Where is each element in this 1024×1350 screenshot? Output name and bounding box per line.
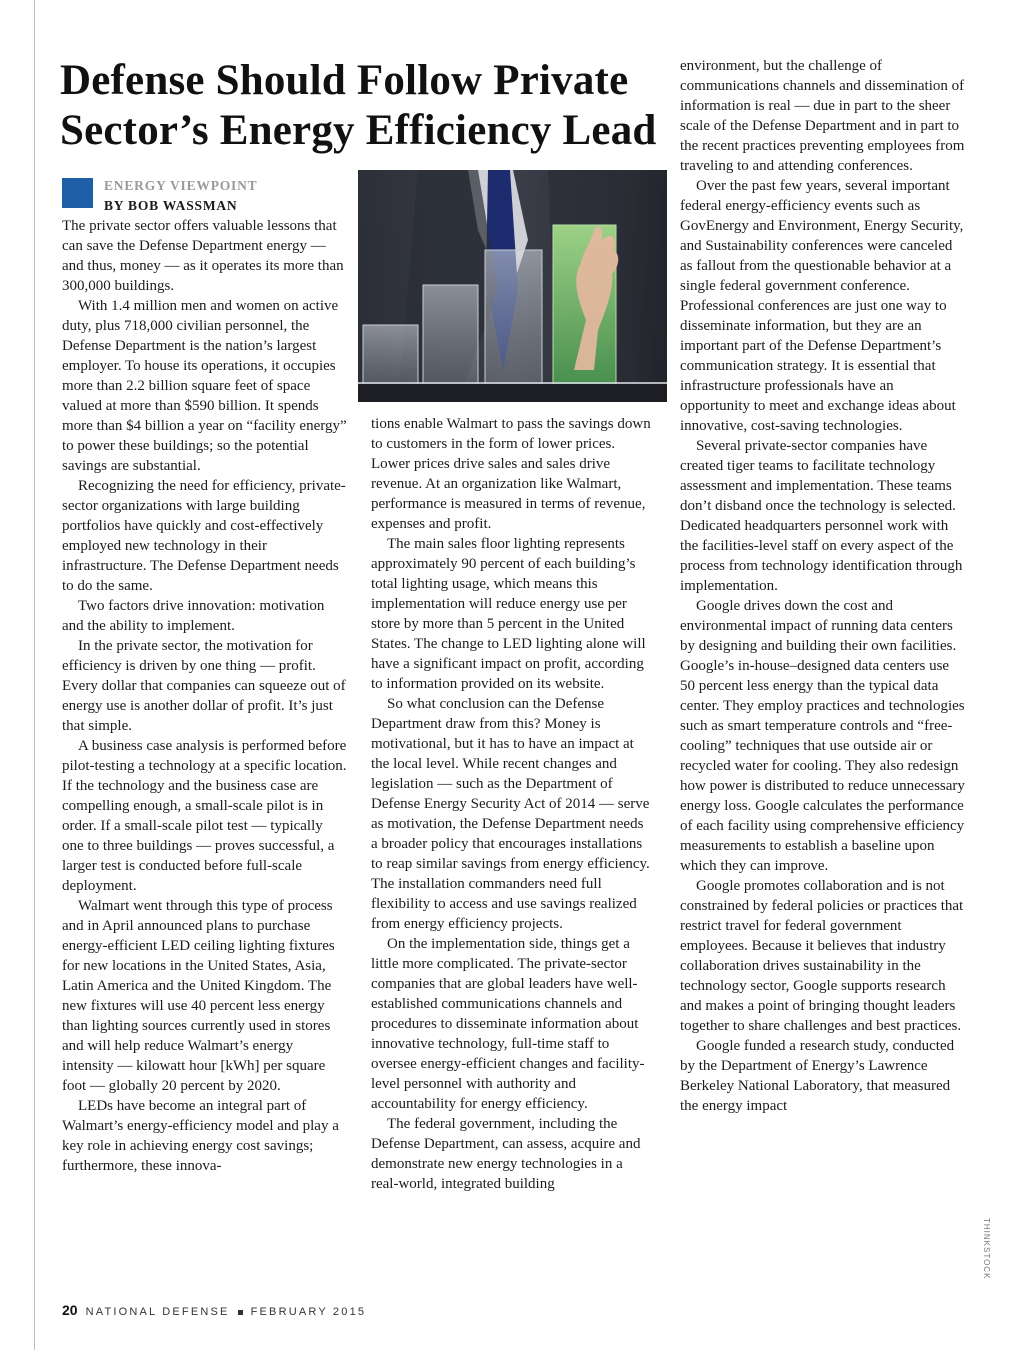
- headline-line-2: Sector’s Energy Efficiency Lead: [60, 107, 657, 154]
- photo-credit: THINKSTOCK: [982, 1218, 991, 1280]
- paragraph: The federal government, including the Defense Department, can assess, acquire and demonstrate new energy technologies in a real-world, integrated building: [371, 1116, 641, 1192]
- article-headline: [60, 56, 660, 156]
- businessman-bar-chart-illustration: [358, 170, 667, 402]
- paragraph: tions enable Walmart to pass the savings down to customers in the form of lower prices. Lower prices drive sales and sales drive revenue. At an organization like Walmart, performance is measured in terms of revenue, expenses and profit.: [371, 416, 651, 532]
- text-column-2: [371, 414, 651, 1194]
- publication-name: NATIONAL DEFENSE: [85, 1306, 230, 1318]
- paragraph: Over the past few years, several important federal energy-efficiency events such as GovEnergy and Environment, Energy Security, and Sustainability conferences were canceled as fallout from the questionable behavior at a single federal government conference. Professional conferences are just one way to disseminate information, but they are an important part of the Defense Department’s communication strategy. It is essential that infrastructure professionals have an opportunity to meet and exchange ideas about innovative, cost-saving technologies.: [680, 178, 964, 434]
- text-column-1: [62, 216, 347, 1176]
- article-photo: [358, 170, 667, 402]
- page-margin-rule: [34, 0, 35, 1350]
- paragraph: On the implementation side, things get a little more complicated. The private-sector companies that are global leaders have well-established communications channels and procedures to disseminate information about innovative technology, full-time staff to oversee energy-efficient changes and facility-level personnel with authority and accountability for energy efficiency.: [371, 936, 645, 1112]
- paragraph: Several private-sector companies have created tiger teams to facilitate technology assessment and implementation. These teams don’t disband once the technology is selected. Dedicated headquarters personnel work with the facilities-level staff on every aspect of the process from technology identification through implementation.: [680, 438, 963, 594]
- section-marker: [62, 178, 93, 208]
- paragraph: In the private sector, the motivation for efficiency is driven by one thing — profit. Every dollar that companies can squeeze out of energy use is another dollar of profit. It’s just that simple.: [62, 638, 346, 734]
- author-byline: BY BOB WASSMAN: [104, 198, 238, 213]
- paragraph: LEDs have become an integral part of Walmart’s energy-efficiency model and play a key role in achieving energy cost savings; furthermore, these innova-: [62, 1098, 339, 1174]
- paragraph: So what conclusion can the Defense Department draw from this? Money is motivational, but it has to have an impact at the local level. While recent changes and legislation — such as the Department of Defense Energy Security Act of 2014 — serve as motivation, the Defense Department needs a broader policy that encourages installations to reap similar savings from energy efficiency. The installation commanders need full flexibility to access and use savings realized from energy efficiency projects.: [371, 696, 650, 932]
- footer-separator: [238, 1310, 243, 1315]
- text-column-3: [680, 56, 965, 1116]
- paragraph: A business case analysis is performed before pilot-testing a technology at a specific location. If the technology and the business case are compelling enough, a small-scale pilot is in order. If a small-scale pilot test — typically one to three buildings — proves successful, a larger test is conducted before full-scale deployment.: [62, 738, 347, 894]
- paragraph: Google promotes collaboration and is not constrained by federal policies or practices that restrict travel for federal government employees. Because it believes that industry collaboration drives sustainability in the technology sector, Google supports research and makes a point of bringing thought leaders together to share challenges and best practices.: [680, 878, 964, 1034]
- page-number: 20: [62, 1302, 78, 1318]
- page-footer: [62, 1302, 366, 1320]
- paragraph: The private sector offers valuable lessons that can save the Defense Department energy — and thus, money — as it operates its more than 300,000 buildings.: [62, 218, 344, 294]
- section-kicker: ENERGY VIEWPOINT: [104, 178, 258, 193]
- paragraph: Recognizing the need for efficiency, private-sector organizations with large building portfolios have quickly and cost-effectively employed new technology in their infrastructure. The Defense Department needs to do the same.: [62, 478, 346, 594]
- paragraph: The main sales floor lighting represents approximately 90 percent of each building’s total lighting usage, which means this implementation will reduce energy use per store by more than 5 percent in the United States. The change to LED lighting alone will have a significant impact on profit, according to information provided on its website.: [371, 536, 646, 692]
- paragraph: Walmart went through this type of process and in April announced plans to purchase energy-efficient LED ceiling lighting fixtures for new locations in the United States, Asia, Latin America and the United Kingdom. The new fixtures will use 40 percent less energy than lighting sources currently used in stores and will help reduce Walmart’s energy intensity — kilowatt hour [kWh] per square foot — globally 20 percent by 2020.: [62, 898, 335, 1094]
- paragraph: environment, but the challenge of communications channels and dissemination of information is real — due in part to the sheer scale of the Defense Department and in part to the recent practices preventing employees from traveling to and attending conferences.: [680, 58, 965, 174]
- headline-line-1: Defense Should Follow Private: [60, 57, 629, 104]
- issue-date: FEBRUARY 2015: [250, 1306, 367, 1318]
- paragraph: With 1.4 million men and women on active duty, plus 718,000 civilian personnel, the Defense Department is the nation’s largest employer. To house its operations, it occupies more than 2.2 billion square feet of space valued at more than $590 billion. It spends more than $4 billion a year on “facility energy” to power these buildings; so the potential savings are substantial.: [62, 298, 347, 474]
- paragraph: Google drives down the cost and environmental impact of running data centers by designing and building their own facilities. Google’s in-house–designed data centers use 50 percent less energy than the typical data center. They employ practices and technologies such as smart temperature controls and “free-cooling” techniques that use outside air or recycled water for cooling. They also redesign how power is distributed to reduce unnecessary energy loss. Google calculates the performance of each facility using comprehensive efficiency measurements to establish a baseline upon which they can improve.: [680, 598, 965, 874]
- paragraph: Two factors drive innovation: motivation and the ability to implement.: [62, 598, 325, 634]
- paragraph: Google funded a research study, conducted by the Department of Energy’s Lawrence Berkeley National Laboratory, that measured the energy impact: [680, 1038, 955, 1114]
